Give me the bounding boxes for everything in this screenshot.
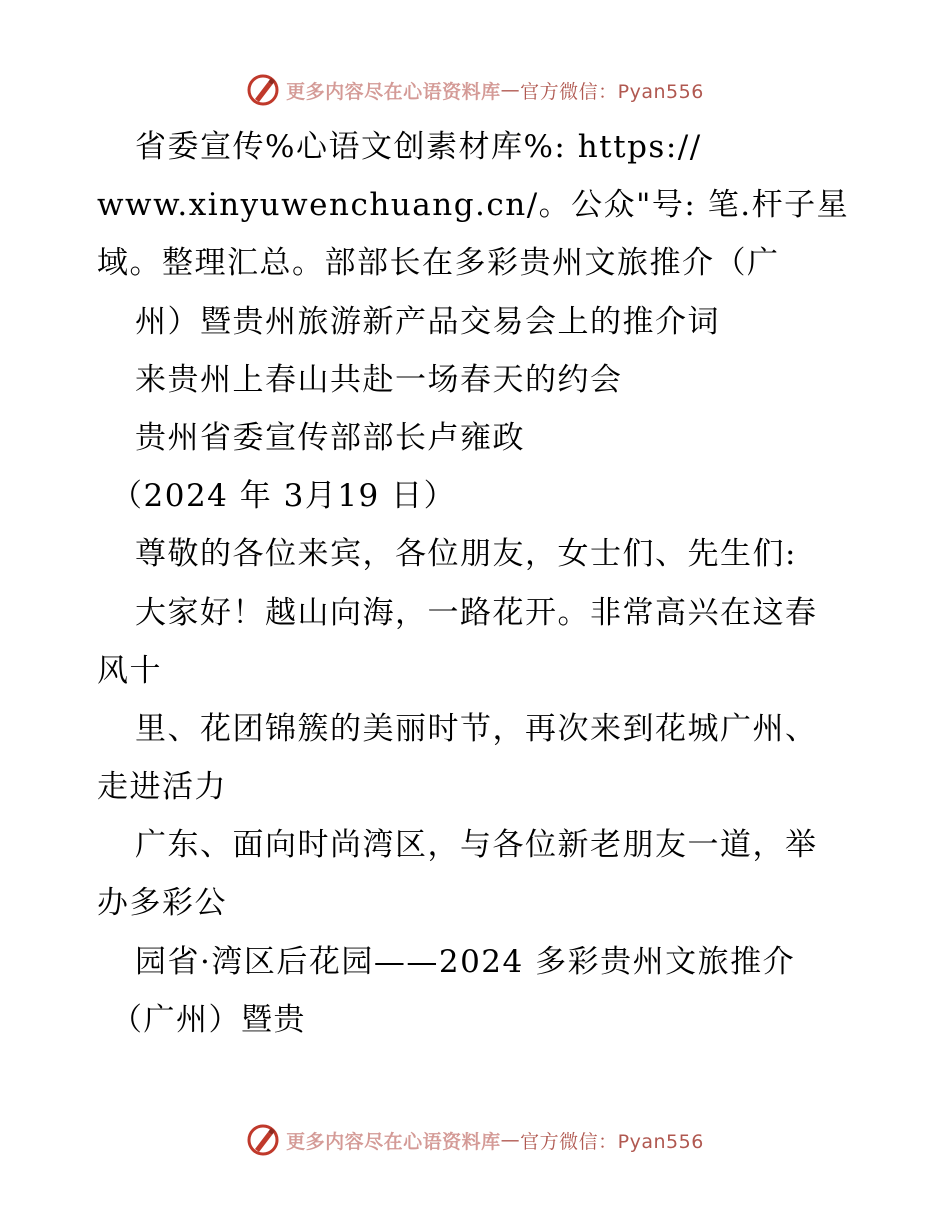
text-line: www.xinyuwenchuang.cn/。公众"号: 笔.杆子星 [97, 187, 850, 224]
banner-wechat-text: 官方微信：Pyan556 [520, 1130, 704, 1153]
text-line: 域。整理汇总。部部长在多彩贵州文旅推介（广 [97, 245, 780, 282]
header-banner [0, 70, 950, 110]
document-body [97, 118, 857, 1049]
text-line: 里、花团锦簇的美丽时节，再次来到花城广州、 [135, 710, 818, 747]
text-line: 大家好！越山向海，一路花开。非常高兴在这春 [135, 594, 818, 631]
footer-banner [0, 1120, 950, 1160]
text-line: 广东、面向时尚湾区，与各位新老朋友一道，举 [135, 827, 818, 864]
text-line: 风十 [97, 652, 162, 689]
text-line: （广州）暨贵 [111, 1001, 306, 1038]
banner-wechat-text: 官方微信：Pyan556 [520, 80, 704, 103]
text-line: 州）暨贵州旅游新产品交易会上的推介词 [135, 303, 720, 340]
banner-separator: — [500, 1129, 521, 1151]
text-line: 园省·湾区后花园——2024 多彩贵州文旅推介 [135, 943, 796, 980]
pen-logo-icon [246, 1123, 280, 1157]
document-date: （2024 年 3月19 日） [111, 478, 457, 515]
text-line: 省委宣传%心语文创素材库%: https:// [135, 129, 702, 165]
banner-main-text: 更多内容尽在心语资料库 [286, 80, 501, 103]
banner-separator: — [500, 79, 521, 101]
text-line: 尊敬的各位来宾，各位朋友，女士们、先生们: [135, 536, 797, 573]
banner-main-text: 更多内容尽在心语资料库 [286, 1130, 501, 1153]
text-line: 走进活力 [97, 769, 227, 806]
document-author: 贵州省委宣传部部长卢雍政 [135, 419, 525, 456]
text-line: 办多彩公 [97, 885, 227, 922]
pen-logo-icon [246, 73, 280, 107]
document-title: 来贵州上春山共赴一场春天的约会 [135, 361, 623, 398]
